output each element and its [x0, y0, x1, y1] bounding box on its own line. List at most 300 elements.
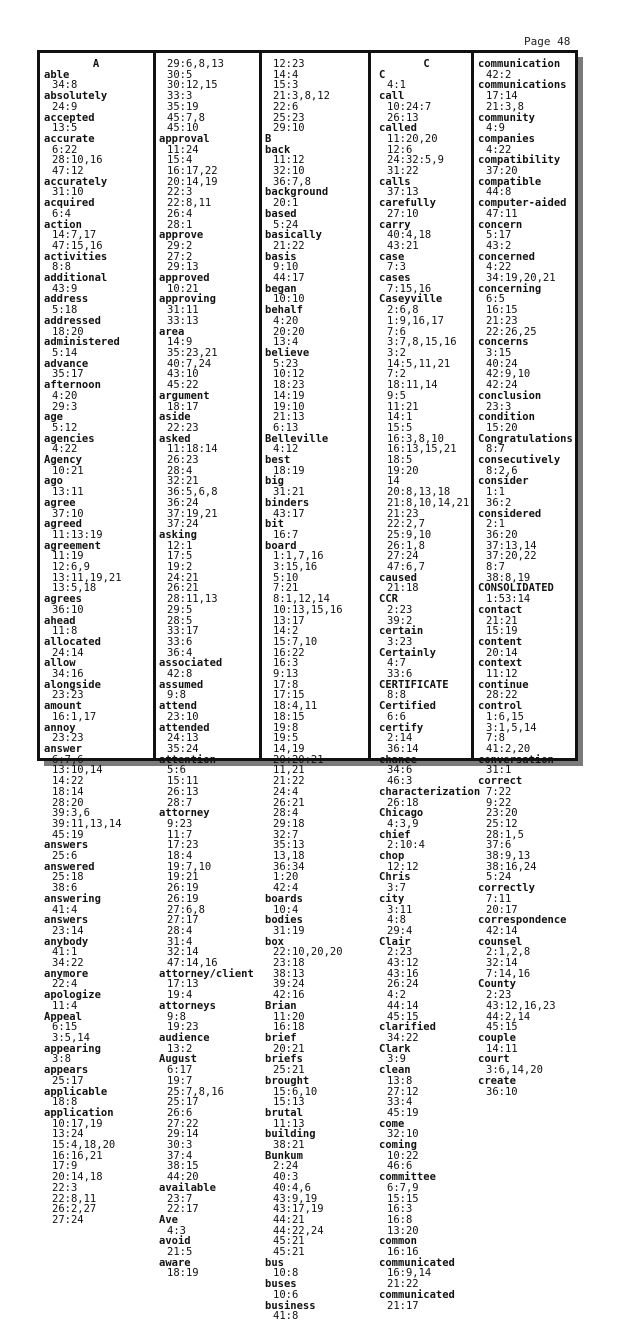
index-keyword: consider: [478, 475, 529, 488]
page-line-reference: 30:3: [167, 1139, 193, 1152]
page-line-reference: 10:4: [273, 903, 299, 916]
page-line-reference: 27:10: [387, 207, 419, 220]
page-line-reference: 27:6,8: [167, 903, 205, 916]
page-line-reference: 36:4: [167, 646, 193, 659]
page-line-reference: 37:13,14: [486, 539, 537, 552]
index-keyword: context: [478, 657, 523, 670]
index-keyword: computer-aided: [478, 197, 567, 210]
page-line-reference: 15:20: [486, 421, 518, 434]
page-line-reference: 1:6,15: [486, 710, 524, 723]
page-line-reference: 23:23: [52, 732, 84, 745]
index-keyword: contact: [478, 603, 523, 616]
page-line-reference: 41:4: [52, 903, 78, 916]
index-keyword: alongside: [44, 678, 101, 691]
page-line-reference: 29:3: [52, 400, 78, 413]
index-keyword: application: [44, 1106, 114, 1119]
index-keyword: attention: [159, 753, 216, 766]
page-line-reference: 2:14: [387, 732, 413, 745]
page-line-reference: 31:10: [52, 186, 84, 199]
page-line-reference: 15:4: [167, 154, 193, 167]
index-keyword: approval: [159, 132, 210, 145]
page-line-reference: 13:17: [273, 614, 305, 627]
page-line-reference: 32:21: [167, 475, 199, 488]
index-keyword: anybody: [44, 935, 89, 948]
page-line-reference: 10:13,15,16: [273, 603, 343, 616]
letter-heading: A: [92, 58, 100, 70]
page-line-reference: 1:9,16,17: [387, 314, 444, 327]
page-line-reference: 30:12,15: [167, 79, 218, 92]
index-keyword: Clark: [379, 1042, 411, 1055]
page-line-reference: 15:3: [273, 79, 299, 92]
page-line-reference: 28:11,13: [167, 593, 218, 606]
index-keyword: brutal: [265, 1106, 303, 1119]
page-line-reference: 12:1: [167, 539, 193, 552]
page-line-reference: 22:17: [167, 1203, 199, 1216]
page-line-reference: 27:17: [167, 914, 199, 927]
page-line-reference: 6:22: [52, 143, 78, 156]
index-keyword: bus: [265, 1256, 284, 1269]
page-line-reference: 39:2: [387, 614, 413, 627]
index-keyword: began: [265, 282, 297, 295]
page-line-reference: 31:11: [167, 304, 199, 317]
page-line-reference: 13:11,19,21: [52, 571, 122, 584]
index-keyword: call: [379, 90, 405, 103]
page-line-reference: 26:4: [167, 207, 193, 220]
page-line-reference: 19:21: [167, 871, 199, 884]
page-line-reference: 43:17,19: [273, 1203, 324, 1216]
index-keyword: background: [265, 186, 329, 199]
page-line-reference: 20:14: [486, 646, 518, 659]
page-line-reference: 20:17: [486, 903, 518, 916]
page-line-reference: 43:12,16,23: [486, 999, 556, 1012]
page-line-reference: 11:19: [52, 550, 84, 563]
page-line-reference: 31:19: [273, 924, 305, 937]
page-line-reference: 3:15,16: [273, 561, 318, 574]
page-line-reference: 23:3: [486, 400, 512, 413]
page-line-reference: 26:13: [167, 785, 199, 798]
page-line-reference: 43:12: [387, 957, 419, 970]
index-keyword: applicable: [44, 1085, 108, 1098]
page-line-reference: 21:22: [387, 1278, 419, 1291]
page-line-reference: 45:7,8: [167, 111, 205, 124]
page-line-reference: 41:1: [52, 946, 78, 959]
page-line-reference: 3:5,14: [52, 1031, 90, 1044]
page-line-reference: 38:16,24: [486, 860, 537, 873]
page-line-reference: 21:23: [387, 507, 419, 520]
column-divider: [259, 53, 262, 758]
page-line-reference: 28:7: [167, 796, 193, 809]
page-line-reference: 27:24: [387, 550, 419, 563]
index-keyword: clarified: [379, 1021, 436, 1034]
page-line-reference: 42:24: [486, 379, 518, 392]
index-keyword: address: [44, 293, 89, 306]
index-keyword: communication: [478, 58, 561, 70]
page-line-reference: 8:8: [387, 689, 406, 702]
index-keyword: content: [478, 635, 523, 648]
page-line-reference: 3:11: [387, 903, 413, 916]
page-line-reference: 22:4: [52, 978, 78, 991]
page-line-reference: 33:3: [167, 90, 193, 103]
page-line-reference: 7:3: [387, 261, 406, 274]
page-line-reference: 15:11: [167, 775, 199, 788]
index-keyword: absolutely: [44, 90, 108, 103]
page-line-reference: 18:5: [387, 454, 413, 467]
page-line-reference: 18:14: [52, 785, 84, 798]
index-keyword: answers: [44, 839, 89, 852]
page-line-reference: 28:4: [273, 807, 299, 820]
page-line-reference: 9:10: [273, 261, 299, 274]
index-page: [37, 50, 578, 1322]
page-line-reference: 11:13:19: [52, 528, 103, 541]
page-line-reference: 43:9,19: [273, 1192, 318, 1205]
index-keyword: coming: [379, 1139, 417, 1152]
index-keyword: committee: [379, 1171, 436, 1184]
page-line-reference: 14:22: [52, 775, 84, 788]
index-keyword: Appeal: [44, 1010, 82, 1023]
page-line-reference: 10:22: [387, 1149, 419, 1162]
index-keyword: answered: [44, 860, 95, 873]
page-line-reference: 18:11,14: [387, 379, 438, 392]
index-keyword: court: [478, 1053, 510, 1066]
page-line-reference: 20:8,13,18: [387, 486, 451, 499]
index-column-4: [379, 53, 481, 1312]
index-keyword: associated: [159, 657, 223, 670]
page-line-reference: 19:20: [387, 464, 419, 477]
page-line-reference: 17:5: [167, 550, 193, 563]
page-line-reference: 44:20: [167, 1171, 199, 1184]
page-line-reference: 38:15: [167, 1160, 199, 1173]
index-keyword: allow: [44, 657, 76, 670]
page-line-reference: 39:3,6: [52, 807, 90, 820]
page-line-reference: 12:6: [387, 143, 413, 156]
page-line-reference: 25:9,10: [387, 528, 432, 541]
page-line-reference: 20:14,18: [52, 1171, 103, 1184]
page-line-reference: 18:8: [52, 1096, 78, 1109]
index-keyword: concern: [478, 218, 523, 231]
page-line-reference: 23:23: [52, 689, 84, 702]
page-line-reference: 7:14,16: [486, 967, 531, 980]
index-keyword: attorney/client: [159, 967, 254, 980]
page-line-reference: 15:13: [273, 1096, 305, 1109]
page-line-reference: 22:26,25: [486, 325, 537, 338]
page-line-reference: 15:7,10: [273, 635, 318, 648]
index-keyword: Chicago: [379, 807, 424, 820]
index-keyword: Certified: [379, 700, 436, 713]
page-line-reference: 40:24: [486, 357, 518, 370]
index-keyword: accurately: [44, 175, 108, 188]
index-column-2: [159, 53, 259, 1280]
page-line-reference: 16:16: [387, 1246, 419, 1259]
letter-heading: C: [423, 58, 430, 70]
index-keyword: approve: [159, 229, 204, 242]
page-line-reference: 7:22: [486, 785, 512, 798]
index-keyword: case: [379, 250, 405, 263]
index-keyword: Congratulations: [478, 432, 573, 445]
page-line-reference: 15:5: [387, 421, 413, 434]
index-keyword: correspondence: [478, 914, 567, 927]
index-keyword: allocated: [44, 635, 101, 648]
page-line-reference: 20:1: [273, 197, 299, 210]
page-line-reference: 13:20: [387, 1224, 419, 1237]
page-line-reference: 10:21: [52, 464, 84, 477]
index-keyword: answers: [44, 914, 89, 927]
page-line-reference: 4:20: [273, 314, 299, 327]
index-keyword: come: [379, 1117, 405, 1130]
page-line-reference: 42:16: [273, 989, 305, 1002]
column-divider: [153, 53, 156, 758]
page-line-reference: 24:21: [167, 571, 199, 584]
page-line-reference: 9:8: [167, 1010, 186, 1023]
page-line-reference: 18:15: [273, 710, 305, 723]
page-line-reference: 34:8: [52, 79, 78, 92]
page-line-reference: 26:19: [167, 892, 199, 905]
page-line-reference: 11:13: [273, 1117, 305, 1130]
index-keyword: caused: [379, 571, 417, 584]
index-keyword: behalf: [265, 304, 303, 317]
page-line-reference: 10:12: [273, 368, 305, 381]
index-keyword: best: [265, 454, 291, 467]
index-keyword: brief: [265, 1031, 297, 1044]
index-keyword: anymore: [44, 967, 89, 980]
index-keyword: avoid: [159, 1235, 191, 1248]
page-line-reference: 8:7: [486, 443, 505, 456]
page-line-reference: 43:17: [273, 507, 305, 520]
page-line-reference: 5:12: [52, 421, 78, 434]
page-line-reference: 13:24: [52, 1128, 84, 1141]
page-line-reference: 41:2,20: [486, 743, 531, 755]
page-line-reference: 47:6,7: [387, 561, 425, 574]
page-line-reference: 26:13: [387, 111, 419, 124]
index-keyword: conversation: [478, 753, 554, 766]
page-line-reference: 26:23: [167, 454, 199, 467]
index-keyword: correctly: [478, 882, 535, 895]
page-line-reference: 3:9: [387, 1053, 406, 1066]
page-line-reference: 33:13: [167, 314, 199, 327]
page-line-reference: 46:6: [387, 1160, 413, 1173]
index-keyword: agrees: [44, 593, 82, 606]
page-line-reference: 21:3,8,12: [273, 90, 330, 103]
page-line-reference: 43:2: [486, 239, 512, 252]
index-keyword: Clair: [379, 935, 411, 948]
page-line-reference: 13:4: [273, 336, 299, 349]
page-line-reference: 9:22: [486, 796, 512, 809]
page-line-reference: 6:15: [52, 1021, 78, 1034]
page-line-reference: 1:20: [273, 871, 299, 884]
index-keyword: boards: [265, 892, 303, 905]
page-line-reference: 35:19: [167, 100, 199, 113]
page-line-reference: 11:8: [52, 625, 78, 638]
page-line-reference: 44:22,24: [273, 1224, 324, 1237]
page-line-reference: 36:20: [486, 528, 518, 541]
page-line-reference: 35:23,21: [167, 346, 218, 359]
page-line-reference: 16:16,21: [52, 1149, 103, 1162]
page-line-reference: 3:2: [387, 346, 406, 359]
index-keyword: Certainly: [379, 646, 436, 659]
page-line-reference: 45:22: [167, 379, 199, 392]
index-keyword: community: [478, 111, 535, 124]
page-line-reference: 14:2: [273, 625, 299, 638]
page-line-reference: 22:6: [273, 100, 299, 113]
page-line-reference: 41:8: [273, 1310, 299, 1322]
index-keyword: bodies: [265, 914, 303, 927]
page-line-reference: 16:17,22: [167, 165, 218, 178]
page-line-reference: 39:24: [273, 978, 305, 991]
page-line-reference: 28:5: [167, 614, 193, 627]
index-keyword: administered: [44, 336, 120, 349]
index-keyword: asked: [159, 432, 191, 445]
index-keyword: agreed: [44, 518, 82, 531]
page-line-reference: 42:4: [273, 882, 299, 895]
page-line-reference: 4:20: [52, 389, 78, 402]
page-line-reference: 7:2: [387, 368, 406, 381]
page-line-reference: 17:14: [486, 90, 518, 103]
page-line-reference: 8:1,12,14: [273, 593, 330, 606]
page-line-reference: 23:7: [167, 1192, 193, 1205]
page-line-reference: 16:9,14: [387, 1267, 432, 1280]
page-line-reference: 25:7,8,16: [167, 1085, 224, 1098]
page-line-reference: 16:15: [486, 304, 518, 317]
page-line-reference: 43:21: [387, 239, 419, 252]
index-keyword: apologize: [44, 989, 101, 1002]
page-line-reference: 23:14: [52, 924, 84, 937]
page-line-reference: 30:5: [167, 68, 193, 81]
page-line-reference: 21:5: [167, 1246, 193, 1259]
page-line-reference: 34:16: [52, 668, 84, 681]
page-line-reference: 11:7: [167, 828, 193, 841]
page-line-reference: 2:24: [273, 1160, 299, 1173]
index-keyword: carry: [379, 218, 411, 231]
page-line-reference: 33:6: [387, 668, 413, 681]
page-line-reference: 33:17: [167, 625, 199, 638]
page-line-reference: 16:3: [273, 657, 299, 670]
page-line-reference: 28:22: [486, 689, 518, 702]
index-keyword: concerns: [478, 336, 529, 349]
page-line-reference: 24:32:5,9: [387, 154, 444, 167]
page-line-reference: 7:8: [486, 732, 505, 745]
page-line-reference: 26:18: [387, 796, 419, 809]
page-line-reference: 22:2,7: [387, 518, 425, 531]
index-keyword: accurate: [44, 132, 95, 145]
page-line-reference: 4:2: [387, 989, 406, 1002]
index-keyword: city: [379, 892, 405, 905]
index-keyword: conclusion: [478, 389, 542, 402]
page-line-reference: 38:21: [273, 1139, 305, 1152]
page-line-reference: 47:14,16: [167, 957, 218, 970]
index-keyword: age: [44, 411, 63, 424]
index-keyword: Chris: [379, 871, 411, 884]
page-line-reference: 31:4: [167, 935, 193, 948]
page-line-reference: 26:21: [273, 796, 305, 809]
page-line-reference: 22:3: [52, 1181, 78, 1194]
page-line-reference: 27:24: [52, 1213, 84, 1226]
page-line-reference: 42:2: [486, 68, 512, 81]
page-line-reference: 44:8: [486, 186, 512, 199]
page-line-reference: 19:7,10: [167, 860, 212, 873]
index-keyword: certify: [379, 721, 424, 734]
page-line-reference: 33:6: [167, 635, 193, 648]
page-line-reference: 2:1: [486, 518, 505, 531]
page-line-reference: 31:21: [273, 486, 305, 499]
page-line-reference: 34:6: [387, 764, 413, 777]
page-line-reference: 14:19: [273, 389, 305, 402]
page-line-reference: 42:8: [167, 668, 193, 681]
index-keyword: ago: [44, 475, 63, 488]
index-keyword: continue: [478, 678, 529, 691]
index-keyword: considered: [478, 507, 542, 520]
page-line-reference: 11,21: [273, 764, 305, 777]
index-keyword: believe: [265, 346, 310, 359]
page-line-reference: 14:9: [167, 336, 193, 349]
page-line-reference: 44:21: [273, 1213, 305, 1226]
index-keyword: correct: [478, 775, 523, 788]
page-line-reference: 24:13: [167, 732, 199, 745]
index-keyword: called: [379, 122, 417, 135]
page-line-reference: 22:8,11: [167, 197, 212, 210]
page-line-reference: 26:2,27: [52, 1203, 97, 1216]
page-line-reference: 10:8: [273, 1267, 299, 1280]
page-line-reference: 28:10,16: [52, 154, 103, 167]
page-line-reference: 4:22: [52, 443, 78, 456]
page-line-reference: 21:23: [486, 314, 518, 327]
page-line-reference: 4:22: [486, 261, 512, 274]
index-keyword: companies: [478, 132, 535, 145]
page-line-reference: 35:17: [52, 368, 84, 381]
page-line-reference: 2:23: [387, 603, 413, 616]
page-line-reference: 33:4: [387, 1096, 413, 1109]
page-line-reference: 36:14: [387, 743, 419, 755]
index-keyword: create: [478, 1074, 516, 1087]
page-line-reference: 3:1,5,14: [486, 721, 537, 734]
page-line-reference: 37:20: [486, 165, 518, 178]
page-line-reference: 13:8: [387, 1074, 413, 1087]
page-line-reference: 5:14: [52, 346, 78, 359]
page-line-reference: 25:21: [273, 1064, 305, 1077]
index-keyword: CCR: [379, 593, 398, 606]
page-line-reference: 8:7: [486, 561, 505, 574]
page-line-reference: 13:5: [52, 122, 78, 135]
page-line-reference: 32:10: [273, 165, 305, 178]
index-keyword: aware: [159, 1256, 191, 1269]
page-line-reference: 18:19: [273, 464, 305, 477]
page-line-reference: 18:4,11: [273, 700, 318, 713]
index-keyword: condition: [478, 411, 535, 424]
page-line-reference: 7:21: [273, 582, 299, 595]
page-line-reference: 45:19: [387, 1106, 419, 1119]
page-line-reference: 18:4: [167, 850, 193, 863]
page-line-reference: 45:19: [52, 828, 84, 841]
page-line-reference: 26:24: [387, 978, 419, 991]
index-column-3: [265, 53, 374, 1322]
page-line-reference: 22:23: [167, 421, 199, 434]
page-line-reference: 13,18: [273, 850, 305, 863]
page-line-reference: 20:21: [273, 1042, 305, 1055]
index-keyword: CERTIFICATE: [379, 678, 449, 691]
page-line-reference: 6:7,6: [52, 753, 84, 766]
index-keyword: activities: [44, 250, 108, 263]
index-keyword: building: [265, 1128, 316, 1141]
index-keyword: answer: [44, 743, 82, 755]
page-line-reference: 42:9,10: [486, 368, 531, 381]
page-line-reference: 3:23: [387, 635, 413, 648]
index-keyword: afternoon: [44, 379, 101, 392]
page-line-reference: 5:18: [52, 304, 78, 317]
index-keyword: briefs: [265, 1053, 303, 1066]
page-line-reference: 32:7: [273, 828, 299, 841]
index-keyword: box: [265, 935, 284, 948]
page-line-reference: 14:7,17: [52, 229, 97, 242]
page-line-reference: 46:3: [387, 775, 413, 788]
page-line-reference: 6:4: [52, 207, 71, 220]
